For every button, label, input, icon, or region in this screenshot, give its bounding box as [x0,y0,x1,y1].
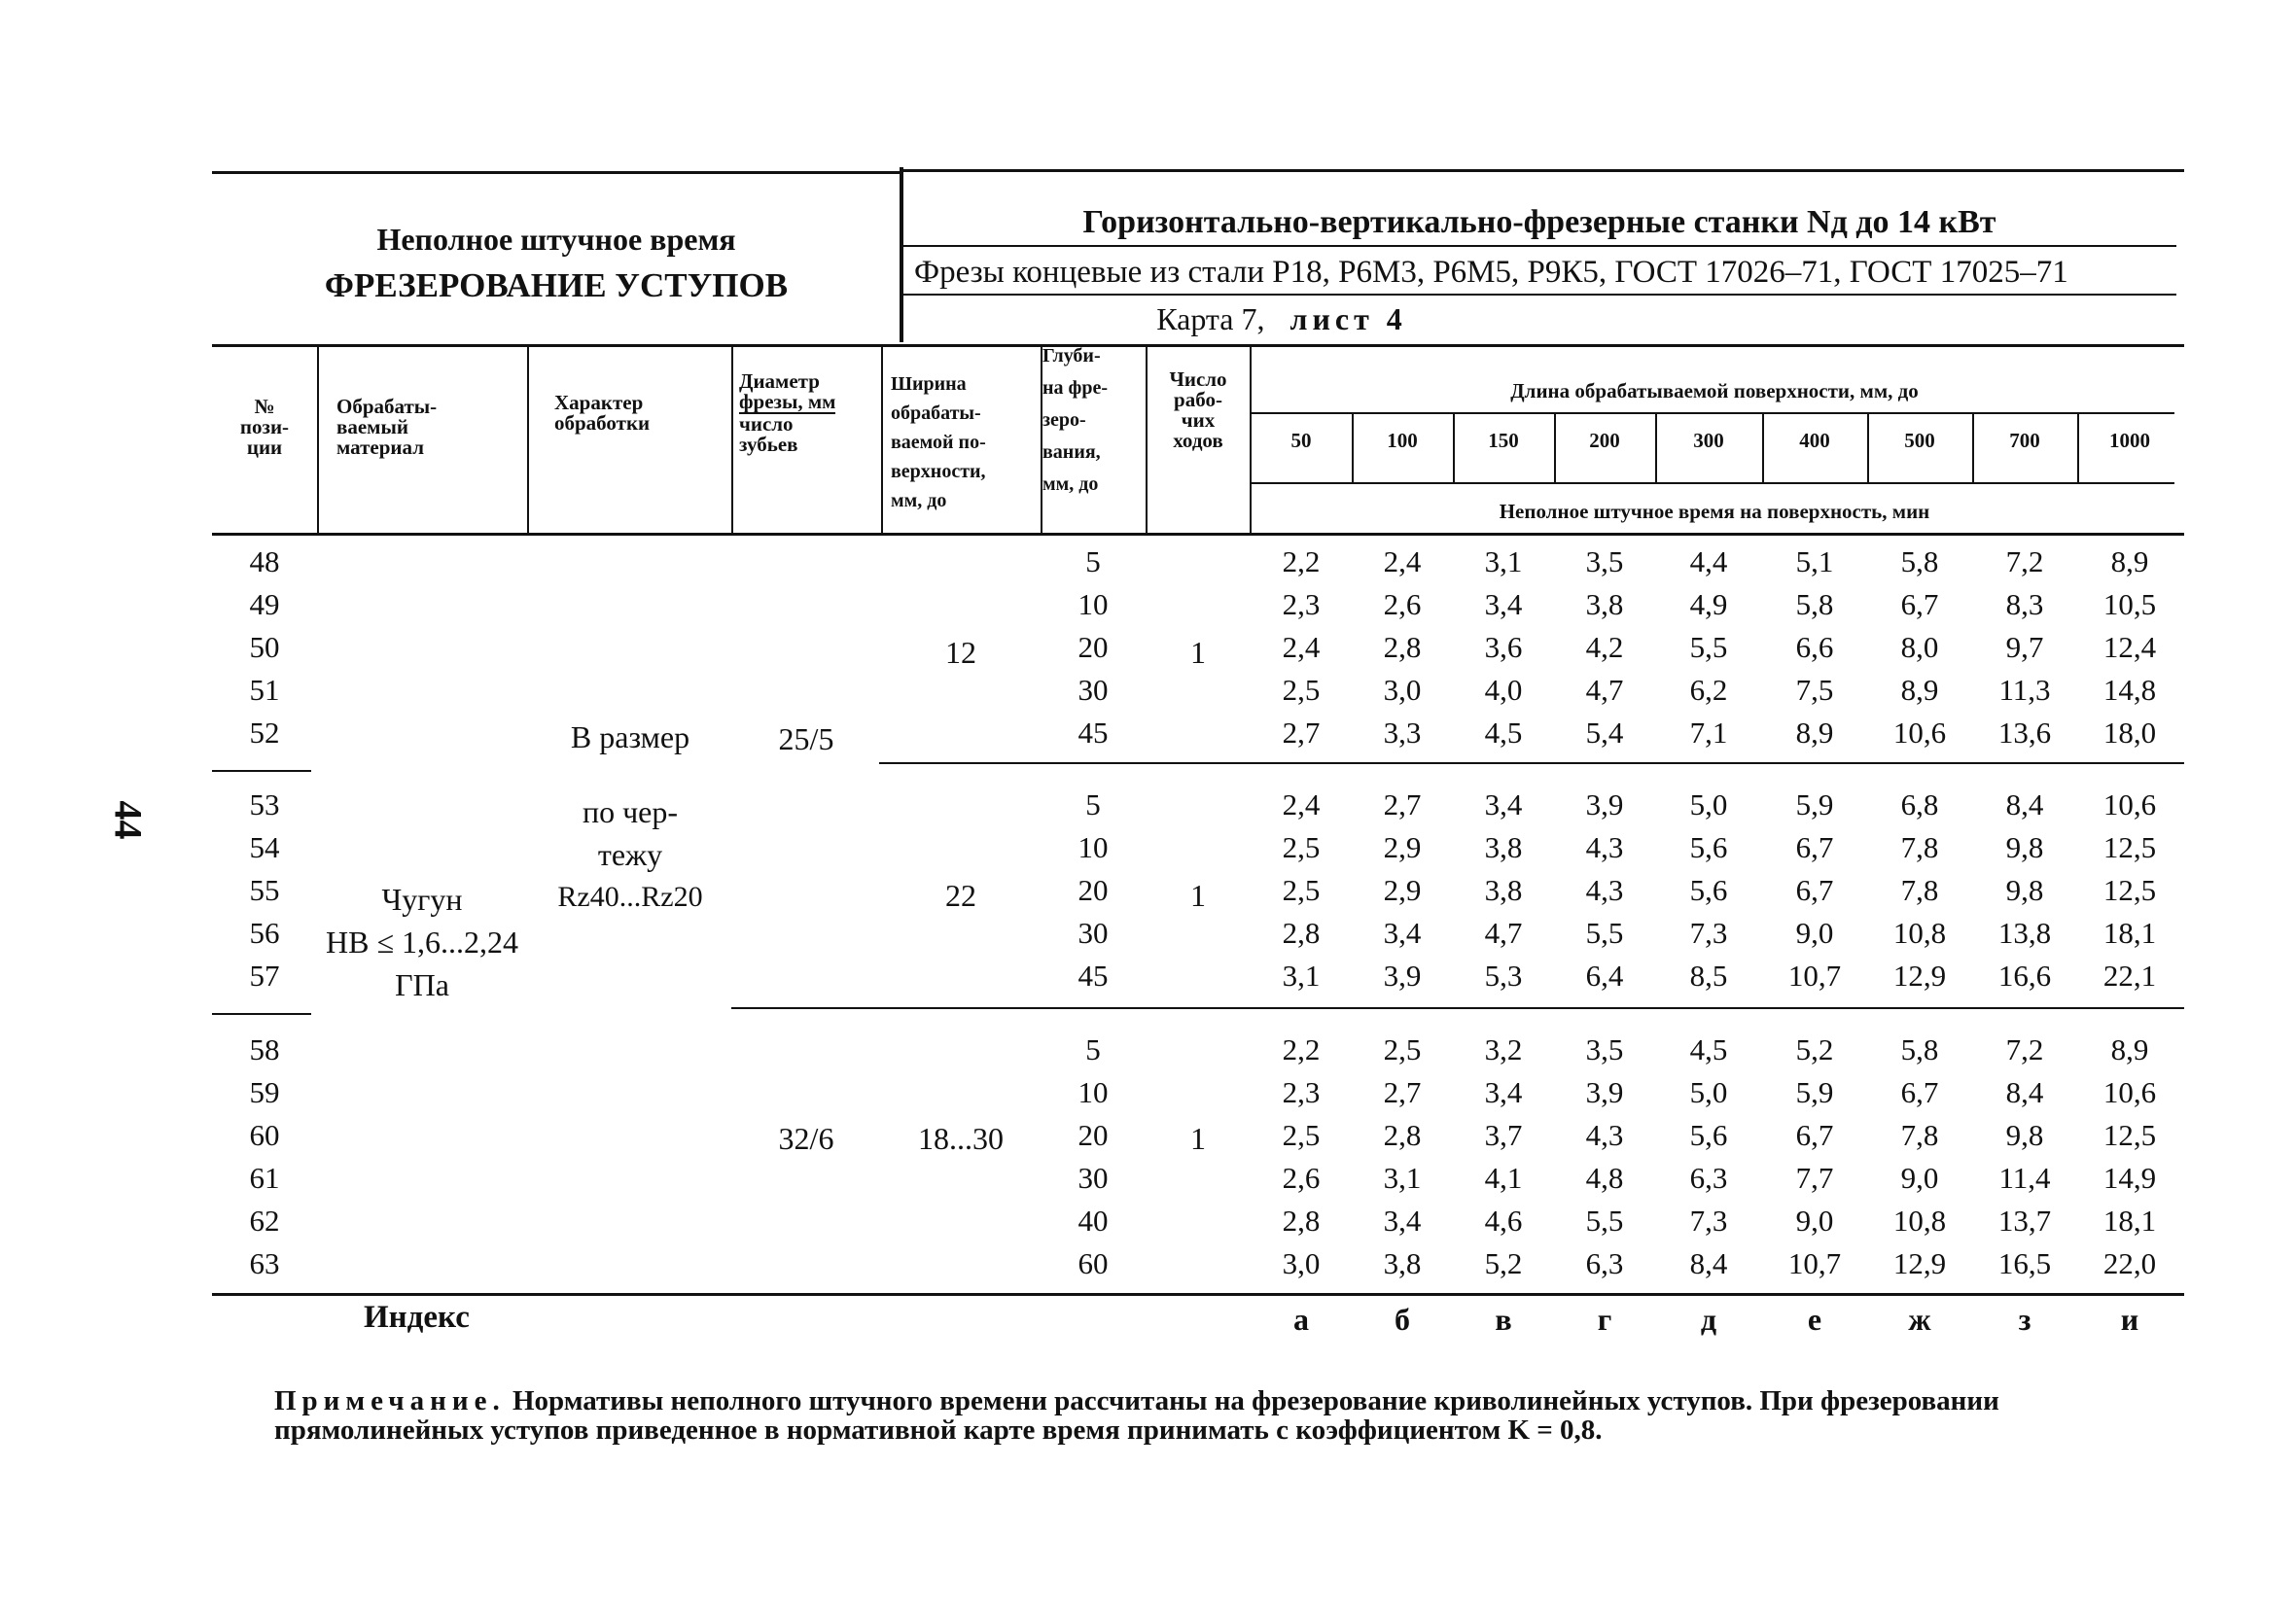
time-value: 4,2 [1585,630,1624,664]
title-machines: Горизонтально-вертикально-фрезерные станки Nд до 14 кВт [1082,204,1996,240]
time-value: 9,7 [2005,630,2044,664]
vline-7 [1250,345,1252,534]
length-col-header: 500 [1904,429,1935,452]
time-value: 3,5 [1585,1032,1624,1066]
time-value: 2,8 [1282,1204,1321,1238]
row-depth: 20 [1077,630,1109,664]
time-value: 6,7 [1900,1075,1939,1109]
row-depth: 30 [1077,916,1109,950]
top-rule-right [901,169,2184,172]
title-tools: Фрезы концевые из стали Р18, Р6М3, Р6М5, Р9К5, ГОСТ 17026–71, ГОСТ 17025–71 [914,255,2068,290]
length-values-rule [1251,482,2174,484]
row-position: 61 [249,1161,280,1195]
time-value: 3,8 [1484,873,1523,907]
time-value: 2,9 [1383,830,1422,864]
length-col-header: 1000 [2109,429,2150,452]
vline-4 [881,345,883,534]
index-letter: д [1700,1302,1717,1337]
time-value: 3,9 [1585,1075,1624,1109]
passes-cell-2: 1 [1190,878,1206,913]
time-value: 6,7 [1795,1118,1834,1152]
vline-3 [731,345,733,534]
time-value: 2,4 [1282,787,1321,821]
time-value: 8,4 [2005,787,2044,821]
time-value: 9,0 [1900,1161,1939,1195]
card-number: Карта 7, [1156,301,1265,336]
character-cell: В размер по чер- тежу Rz40...Rz20 [557,719,703,913]
time-value: 7,3 [1689,916,1728,950]
width-cell-2: 22 [945,878,976,913]
time-value: 4,5 [1689,1032,1728,1066]
time-value: 2,7 [1383,1075,1422,1109]
time-value: 10,6 [1892,716,1947,750]
time-value: 4,7 [1484,916,1523,950]
time-value: 5,3 [1484,959,1523,993]
time-value: 2,3 [1282,1075,1321,1109]
time-value: 5,1 [1795,544,1834,578]
time-value: 5,5 [1689,630,1728,664]
time-value: 3,4 [1484,587,1523,621]
time-value: 22,0 [2102,1246,2157,1280]
time-value: 7,5 [1795,673,1834,707]
time-value: 2,7 [1282,716,1321,750]
len-sep-8 [2077,413,2079,483]
time-value: 12,9 [1892,1246,1947,1280]
time-value: 14,8 [2102,673,2157,707]
time-value: 3,8 [1484,830,1523,864]
time-value: 5,6 [1689,830,1728,864]
time-value: 18,1 [2102,1204,2157,1238]
len-sep-4 [1655,413,1657,483]
title-left-line1: Неполное штучное время [376,222,736,257]
row-depth: 10 [1077,1075,1109,1109]
time-value: 2,2 [1282,1032,1321,1066]
time-value: 2,5 [1282,830,1321,864]
row-depth: 5 [1085,544,1101,578]
time-value: 4,0 [1484,673,1523,707]
len-sep-6 [1867,413,1869,483]
time-value: 9,8 [2005,1118,2044,1152]
time-value: 5,5 [1585,916,1624,950]
time-value: 2,2 [1282,544,1321,578]
time-value: 6,7 [1795,873,1834,907]
note-text: Нормативы неполного штучного времени рассчитаны на фрезерование криволинейных уступов. При фрезеровании прямолинейных уступов приведенное в нормативной карте время принимать с коэффициентом K = 0,8. [274,1385,1999,1446]
time-value: 2,8 [1383,630,1422,664]
time-value: 12,9 [1892,959,1947,993]
time-value: 2,5 [1282,873,1321,907]
time-value: 5,8 [1900,544,1939,578]
header-passes: Число рабо- чих ходов [1169,367,1227,452]
time-value: 3,8 [1585,587,1624,621]
time-value: 4,6 [1484,1204,1523,1238]
time-value: 10,5 [2102,587,2157,621]
row-depth: 5 [1085,787,1101,821]
time-value: 3,2 [1484,1032,1523,1066]
row-position: 55 [249,873,280,907]
group-rule-2b [731,1007,2184,1009]
index-letter: а [1293,1302,1309,1337]
index-letter: и [2120,1302,2139,1337]
time-value: 10,7 [1787,959,1842,993]
length-col-header: 700 [2009,429,2040,452]
time-value: 3,4 [1484,787,1523,821]
row-position: 56 [249,916,280,950]
title-card [902,301,1661,337]
index-label: Индекс [364,1300,470,1335]
time-value: 8,9 [1900,673,1939,707]
time-value: 5,9 [1795,787,1834,821]
time-value: 12,5 [2102,873,2157,907]
time-value: 8,9 [1795,716,1834,750]
header-width: Ширина обрабаты- ваемой по- верхности, мм, до [891,373,986,511]
length-col-header: 50 [1290,429,1312,452]
time-value: 6,3 [1689,1161,1728,1195]
time-value: 12,4 [2102,630,2157,664]
time-value: 2,8 [1383,1118,1422,1152]
time-value: 3,0 [1383,673,1422,707]
time-value: 4,7 [1585,673,1624,707]
row-position: 60 [249,1118,280,1152]
row-depth: 45 [1077,716,1109,750]
time-value: 6,3 [1585,1246,1624,1280]
material-cell: Чугун HB ≤ 1,6...2,24 ГПа [325,882,518,1002]
time-value: 8,4 [2005,1075,2044,1109]
row-depth: 20 [1077,873,1109,907]
time-value: 11,3 [1998,673,2051,707]
width-cell-1: 12 [945,635,976,670]
time-value: 7,8 [1900,873,1939,907]
time-value: 4,8 [1585,1161,1624,1195]
index-letter: в [1495,1302,1512,1337]
page-number: 44 [106,800,151,840]
time-value: 7,3 [1689,1204,1728,1238]
header-pos: № пози- ции [239,395,290,459]
time-value: 5,6 [1689,1118,1728,1152]
title-right-rule-2 [901,294,2176,296]
time-value: 4,5 [1484,716,1523,750]
passes-cell-1: 1 [1190,635,1206,670]
time-value: 5,6 [1689,873,1728,907]
time-value: 7,1 [1689,716,1728,750]
header-material: Обрабаты- ваемый материал [336,395,438,459]
time-value: 6,8 [1900,787,1939,821]
time-value: 8,4 [1689,1246,1728,1280]
time-value: 7,8 [1900,1118,1939,1152]
sheet-number: лист 4 [1289,301,1407,336]
row-depth: 20 [1077,1118,1109,1152]
time-value: 2,7 [1383,787,1422,821]
time-value: 9,8 [2005,830,2044,864]
time-value: 4,1 [1484,1161,1523,1195]
index-letter: г [1597,1302,1612,1337]
time-value: 5,5 [1585,1204,1624,1238]
time-value: 22,1 [2102,959,2157,993]
index-letter: ж [1908,1302,1931,1337]
time-value: 2,9 [1383,873,1422,907]
time-value: 8,9 [2110,1032,2149,1066]
length-col-header: 200 [1589,429,1620,452]
time-value: 2,4 [1282,630,1321,664]
group-rule-2 [212,1013,311,1015]
row-depth: 5 [1085,1032,1101,1066]
time-value: 7,7 [1795,1161,1834,1195]
time-value: 3,4 [1383,916,1422,950]
passes-cell-3: 1 [1190,1121,1206,1156]
header-top-rule [212,344,2184,347]
top-rule-left [212,171,901,174]
time-value: 6,7 [1900,587,1939,621]
vline-1 [317,345,319,534]
time-value: 8,9 [2110,544,2149,578]
time-value: 3,1 [1383,1161,1422,1195]
width-cell-3: 18...30 [918,1121,1004,1156]
time-value: 5,8 [1795,587,1834,621]
header-depth: Глуби- на фре- зеро- вания, мм, до [1042,345,1109,495]
time-value: 3,4 [1383,1204,1422,1238]
title-left-line2: ФРЕЗЕРОВАНИЕ УСТУПОВ [324,266,789,304]
length-title-rule [1251,412,2174,414]
diameter-cell-2: 32/6 [778,1121,834,1156]
time-value: 3,5 [1585,544,1624,578]
time-value: 4,3 [1585,1118,1624,1152]
header-length-title: Длина обрабатываемой поверхности, мм, до [1510,379,1919,402]
group-rule-1b [879,762,2184,764]
row-position: 49 [249,587,280,621]
note [274,1386,2180,1445]
time-value: 2,3 [1282,587,1321,621]
time-value: 4,3 [1585,873,1624,907]
table-bottom-rule [212,1293,2184,1296]
time-value: 8,0 [1900,630,1939,664]
row-depth: 60 [1077,1246,1109,1280]
time-value: 8,5 [1689,959,1728,993]
row-position: 51 [249,673,280,707]
row-position: 62 [249,1204,280,1238]
time-value: 2,8 [1282,916,1321,950]
row-position: 53 [249,787,280,821]
time-value: 3,9 [1585,787,1624,821]
row-position: 63 [249,1246,280,1280]
vline-2 [527,345,529,534]
time-value: 5,2 [1795,1032,1834,1066]
length-col-header: 400 [1799,429,1830,452]
length-col-header: 300 [1693,429,1724,452]
time-value: 2,6 [1282,1161,1321,1195]
row-position: 59 [249,1075,280,1109]
time-value: 10,8 [1892,916,1947,950]
header-character: Характер обработки [554,391,651,435]
time-value: 2,5 [1282,673,1321,707]
time-value: 8,3 [2005,587,2044,621]
row-position: 50 [249,630,280,664]
time-value: 2,4 [1383,544,1422,578]
row-depth: 10 [1077,830,1109,864]
header-diameter: Диаметр фрезы, мм число зубьев [739,369,836,456]
time-value: 16,6 [1997,959,2052,993]
time-value: 2,5 [1383,1032,1422,1066]
index-letter: з [2018,1302,2031,1337]
time-value: 3,7 [1484,1118,1523,1152]
time-value: 4,4 [1689,544,1728,578]
time-value: 3,8 [1383,1246,1422,1280]
time-value: 10,7 [1787,1246,1842,1280]
row-position: 54 [249,830,280,864]
time-value: 12,5 [2102,830,2157,864]
row-position: 48 [249,544,280,578]
group-rule-1 [212,770,311,772]
time-value: 11,4 [1998,1161,2051,1195]
row-depth: 45 [1077,959,1109,993]
time-value: 9,8 [2005,873,2044,907]
index-letter: б [1395,1302,1410,1337]
time-value: 2,5 [1282,1118,1321,1152]
row-depth: 40 [1077,1204,1109,1238]
length-col-header: 150 [1488,429,1519,452]
time-value: 6,6 [1795,630,1834,664]
time-value: 6,2 [1689,673,1728,707]
time-value: 10,8 [1892,1204,1947,1238]
time-value: 3,6 [1484,630,1523,664]
time-value: 4,9 [1689,587,1728,621]
time-value: 5,2 [1484,1246,1523,1280]
time-value: 3,9 [1383,959,1422,993]
time-value: 5,0 [1689,1075,1728,1109]
time-value: 9,0 [1795,1204,1834,1238]
time-value: 12,5 [2102,1118,2157,1152]
time-value: 13,8 [1997,916,2052,950]
time-value: 6,4 [1585,959,1624,993]
row-depth: 10 [1077,587,1109,621]
row-position: 58 [249,1032,280,1066]
note-lead: Примечание. [274,1385,506,1416]
time-value: 5,0 [1689,787,1728,821]
time-value: 2,6 [1383,587,1422,621]
time-value: 5,8 [1900,1032,1939,1066]
header-time-title: Неполное штучное время на поверхность, мин [1499,500,1930,523]
time-value: 14,9 [2102,1161,2157,1195]
length-col-header: 100 [1387,429,1418,452]
time-value: 13,6 [1997,716,2052,750]
len-sep-5 [1762,413,1764,483]
time-value: 3,1 [1484,544,1523,578]
time-value: 7,8 [1900,830,1939,864]
time-value: 4,3 [1585,830,1624,864]
header-bottom-rule [212,533,2184,536]
row-depth: 30 [1077,1161,1109,1195]
time-value: 13,7 [1997,1204,2052,1238]
title-right-rule-1 [901,245,2176,247]
time-value: 3,4 [1484,1075,1523,1109]
time-value: 7,2 [2005,1032,2044,1066]
time-value: 9,0 [1795,916,1834,950]
row-depth: 30 [1077,673,1109,707]
time-value: 16,5 [1997,1246,2052,1280]
len-sep-7 [1972,413,1974,483]
time-value: 18,1 [2102,916,2157,950]
time-value: 3,3 [1383,716,1422,750]
time-value: 5,4 [1585,716,1624,750]
time-value: 10,6 [2102,787,2157,821]
time-value: 10,6 [2102,1075,2157,1109]
time-value: 7,2 [2005,544,2044,578]
time-value: 3,1 [1282,959,1321,993]
row-position: 52 [249,716,280,750]
time-value: 5,9 [1795,1075,1834,1109]
diameter-cell-1: 25/5 [778,721,834,756]
time-value: 18,0 [2102,716,2157,750]
index-letter: е [1807,1302,1822,1337]
time-value: 3,0 [1282,1246,1321,1280]
time-value: 6,7 [1795,830,1834,864]
row-position: 57 [249,959,280,993]
